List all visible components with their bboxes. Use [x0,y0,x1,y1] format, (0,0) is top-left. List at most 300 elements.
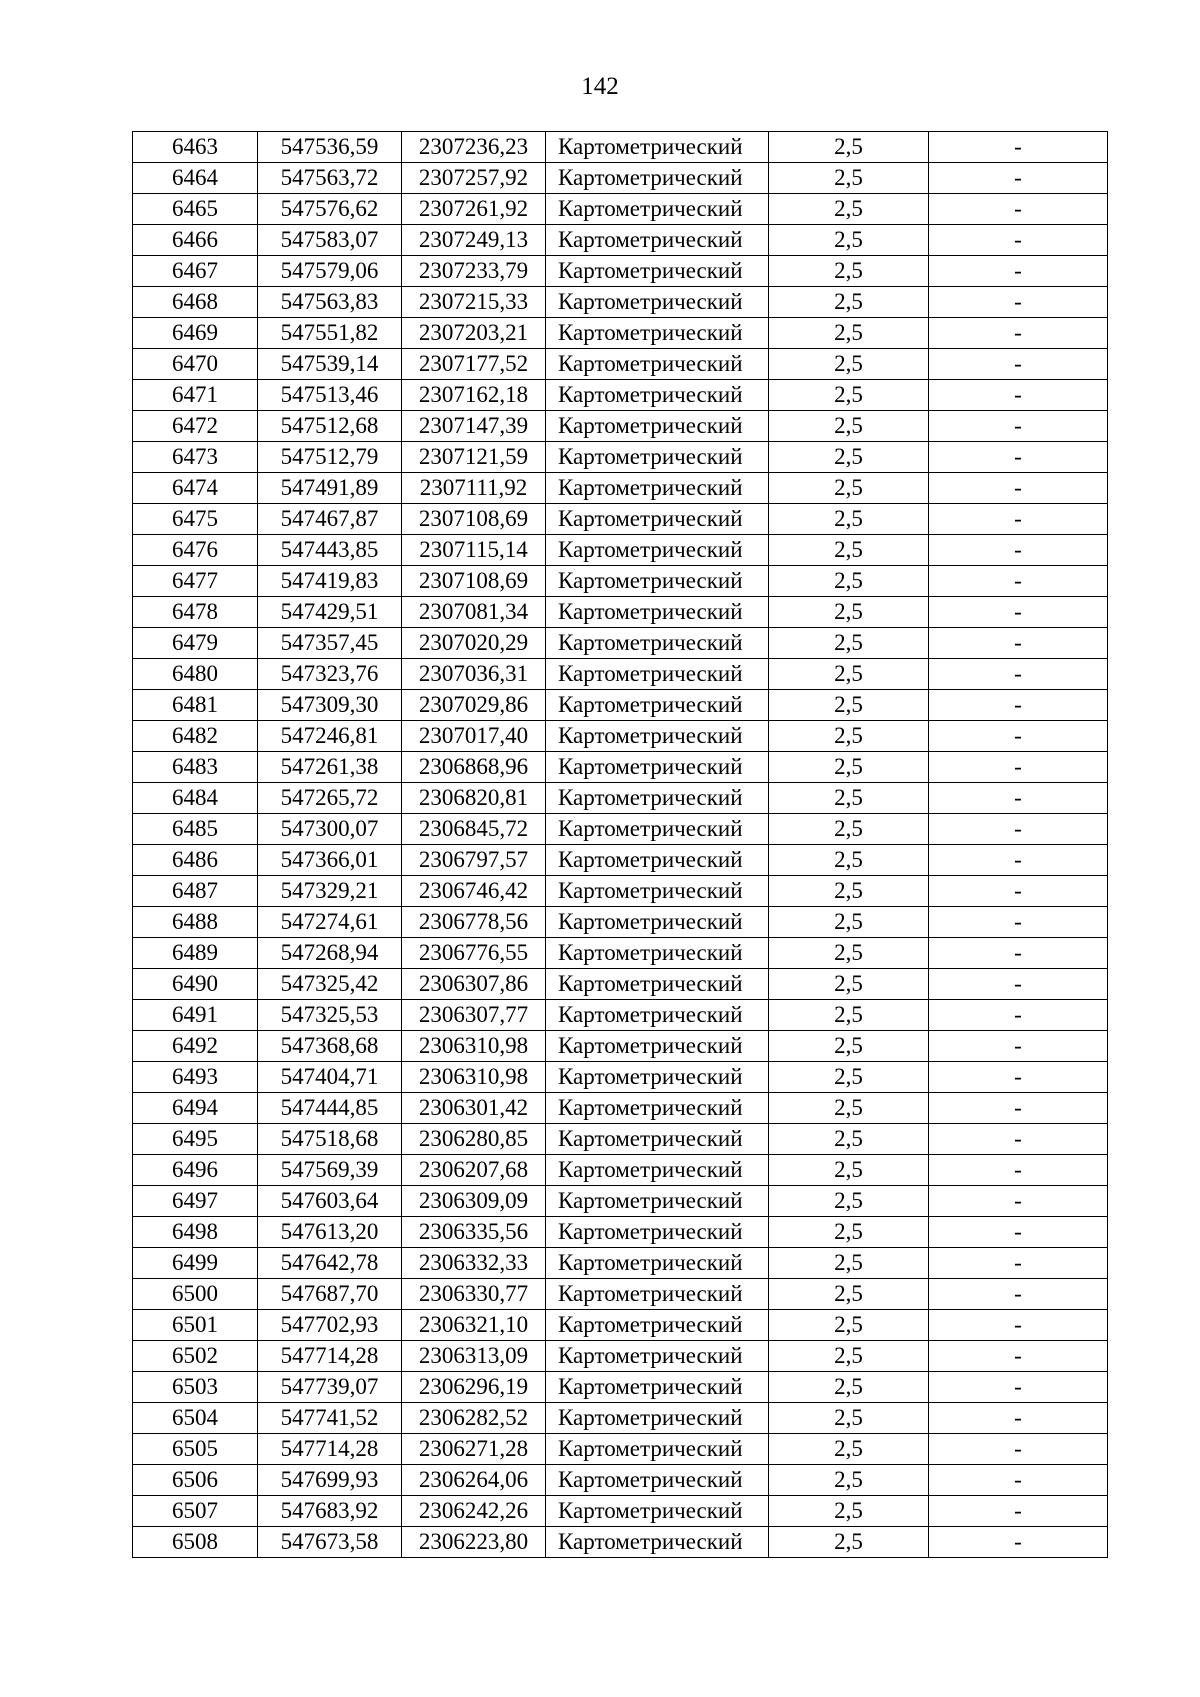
method-cell: Картометрический [546,938,769,969]
note-cell: - [929,597,1108,628]
table-row [133,1248,1108,1279]
table-row [133,876,1108,907]
method-cell: Картометрический [546,318,769,349]
point-number-cell: 6496 [133,1155,258,1186]
table-row [133,1496,1108,1527]
table-row [133,1341,1108,1372]
method-cell: Картометрический [546,659,769,690]
note-cell: - [929,349,1108,380]
y-coordinate-cell: 2306778,56 [402,907,546,938]
note-cell: - [929,1310,1108,1341]
x-coordinate-cell: 547739,07 [258,1372,402,1403]
accuracy-cell: 2,5 [769,1465,929,1496]
y-coordinate-cell: 2307108,69 [402,504,546,535]
note-cell: - [929,473,1108,504]
method-cell: Картометрический [546,442,769,473]
table-row [133,132,1108,163]
x-coordinate-cell: 547714,28 [258,1341,402,1372]
point-number-cell: 6506 [133,1465,258,1496]
note-cell: - [929,814,1108,845]
point-number-cell: 6466 [133,225,258,256]
note-cell: - [929,752,1108,783]
y-coordinate-cell: 2307115,14 [402,535,546,566]
point-number-cell: 6504 [133,1403,258,1434]
accuracy-cell: 2,5 [769,1310,929,1341]
y-coordinate-cell: 2307121,59 [402,442,546,473]
x-coordinate-cell: 547329,21 [258,876,402,907]
method-cell: Картометрический [546,535,769,566]
y-coordinate-cell: 2307017,40 [402,721,546,752]
accuracy-cell: 2,5 [769,1031,929,1062]
accuracy-cell: 2,5 [769,1155,929,1186]
y-coordinate-cell: 2306335,56 [402,1217,546,1248]
point-number-cell: 6482 [133,721,258,752]
note-cell: - [929,1124,1108,1155]
accuracy-cell: 2,5 [769,1434,929,1465]
table-row [133,907,1108,938]
y-coordinate-cell: 2306313,09 [402,1341,546,1372]
point-number-cell: 6497 [133,1186,258,1217]
x-coordinate-cell: 547429,51 [258,597,402,628]
y-coordinate-cell: 2306321,10 [402,1310,546,1341]
y-coordinate-cell: 2306332,33 [402,1248,546,1279]
accuracy-cell: 2,5 [769,1279,929,1310]
table-row [133,783,1108,814]
note-cell: - [929,194,1108,225]
table-row [133,1279,1108,1310]
point-number-cell: 6507 [133,1496,258,1527]
method-cell: Картометрический [546,287,769,318]
table-row [133,969,1108,1000]
table-row [133,1186,1108,1217]
x-coordinate-cell: 547563,72 [258,163,402,194]
note-cell: - [929,938,1108,969]
note-cell: - [929,163,1108,194]
accuracy-cell: 2,5 [769,1248,929,1279]
method-cell: Картометрический [546,1310,769,1341]
accuracy-cell: 2,5 [769,132,929,163]
accuracy-cell: 2,5 [769,1000,929,1031]
point-number-cell: 6486 [133,845,258,876]
y-coordinate-cell: 2306797,57 [402,845,546,876]
note-cell: - [929,411,1108,442]
note-cell: - [929,907,1108,938]
y-coordinate-cell: 2307147,39 [402,411,546,442]
note-cell: - [929,1434,1108,1465]
point-number-cell: 6505 [133,1434,258,1465]
y-coordinate-cell: 2307261,92 [402,194,546,225]
point-number-cell: 6487 [133,876,258,907]
method-cell: Картометрический [546,1186,769,1217]
accuracy-cell: 2,5 [769,194,929,225]
table-row [133,163,1108,194]
y-coordinate-cell: 2307081,34 [402,597,546,628]
x-coordinate-cell: 547613,20 [258,1217,402,1248]
point-number-cell: 6488 [133,907,258,938]
note-cell: - [929,380,1108,411]
method-cell: Картометрический [546,163,769,194]
table-row [133,256,1108,287]
point-number-cell: 6499 [133,1248,258,1279]
note-cell: - [929,225,1108,256]
point-number-cell: 6500 [133,1279,258,1310]
point-number-cell: 6465 [133,194,258,225]
y-coordinate-cell: 2306746,42 [402,876,546,907]
table-row [133,504,1108,535]
method-cell: Картометрический [546,256,769,287]
point-number-cell: 6489 [133,938,258,969]
table-row [133,380,1108,411]
point-number-cell: 6490 [133,969,258,1000]
table-row [133,1372,1108,1403]
method-cell: Картометрический [546,845,769,876]
note-cell: - [929,318,1108,349]
accuracy-cell: 2,5 [769,287,929,318]
method-cell: Картометрический [546,1155,769,1186]
point-number-cell: 6469 [133,318,258,349]
accuracy-cell: 2,5 [769,535,929,566]
y-coordinate-cell: 2306845,72 [402,814,546,845]
point-number-cell: 6479 [133,628,258,659]
x-coordinate-cell: 547513,46 [258,380,402,411]
y-coordinate-cell: 2307203,21 [402,318,546,349]
method-cell: Картометрический [546,969,769,1000]
method-cell: Картометрический [546,721,769,752]
note-cell: - [929,783,1108,814]
x-coordinate-cell: 547569,39 [258,1155,402,1186]
accuracy-cell: 2,5 [769,969,929,1000]
y-coordinate-cell: 2307233,79 [402,256,546,287]
accuracy-cell: 2,5 [769,876,929,907]
method-cell: Картометрический [546,1062,769,1093]
x-coordinate-cell: 547261,38 [258,752,402,783]
point-number-cell: 6493 [133,1062,258,1093]
accuracy-cell: 2,5 [769,1527,929,1558]
y-coordinate-cell: 2307108,69 [402,566,546,597]
method-cell: Картометрический [546,1217,769,1248]
y-coordinate-cell: 2306330,77 [402,1279,546,1310]
note-cell: - [929,1248,1108,1279]
method-cell: Картометрический [546,628,769,659]
y-coordinate-cell: 2307249,13 [402,225,546,256]
x-coordinate-cell: 547491,89 [258,473,402,504]
table-row [133,1000,1108,1031]
note-cell: - [929,969,1108,1000]
y-coordinate-cell: 2307111,92 [402,473,546,504]
accuracy-cell: 2,5 [769,1062,929,1093]
note-cell: - [929,628,1108,659]
point-number-cell: 6483 [133,752,258,783]
x-coordinate-cell: 547325,53 [258,1000,402,1031]
note-cell: - [929,1341,1108,1372]
y-coordinate-cell: 2306242,26 [402,1496,546,1527]
y-coordinate-cell: 2306307,77 [402,1000,546,1031]
point-number-cell: 6508 [133,1527,258,1558]
accuracy-cell: 2,5 [769,907,929,938]
accuracy-cell: 2,5 [769,349,929,380]
method-cell: Картометрический [546,690,769,721]
accuracy-cell: 2,5 [769,380,929,411]
point-number-cell: 6468 [133,287,258,318]
note-cell: - [929,1000,1108,1031]
method-cell: Картометрический [546,783,769,814]
table-row [133,690,1108,721]
note-cell: - [929,1527,1108,1558]
x-coordinate-cell: 547323,76 [258,659,402,690]
note-cell: - [929,876,1108,907]
method-cell: Картометрический [546,132,769,163]
y-coordinate-cell: 2306207,68 [402,1155,546,1186]
table-row [133,721,1108,752]
table-row [133,1093,1108,1124]
point-number-cell: 6470 [133,349,258,380]
table-row [133,628,1108,659]
method-cell: Картометрический [546,814,769,845]
note-cell: - [929,566,1108,597]
accuracy-cell: 2,5 [769,1217,929,1248]
method-cell: Картометрический [546,1527,769,1558]
note-cell: - [929,504,1108,535]
y-coordinate-cell: 2306280,85 [402,1124,546,1155]
x-coordinate-cell: 547246,81 [258,721,402,752]
table-row [133,938,1108,969]
accuracy-cell: 2,5 [769,1093,929,1124]
y-coordinate-cell: 2306820,81 [402,783,546,814]
accuracy-cell: 2,5 [769,163,929,194]
note-cell: - [929,1403,1108,1434]
x-coordinate-cell: 547309,30 [258,690,402,721]
accuracy-cell: 2,5 [769,1372,929,1403]
point-number-cell: 6485 [133,814,258,845]
y-coordinate-cell: 2306282,52 [402,1403,546,1434]
accuracy-cell: 2,5 [769,814,929,845]
accuracy-cell: 2,5 [769,1496,929,1527]
table-row [133,287,1108,318]
method-cell: Картометрический [546,194,769,225]
x-coordinate-cell: 547579,06 [258,256,402,287]
accuracy-cell: 2,5 [769,1186,929,1217]
x-coordinate-cell: 547444,85 [258,1093,402,1124]
accuracy-cell: 2,5 [769,225,929,256]
x-coordinate-cell: 547366,01 [258,845,402,876]
point-number-cell: 6491 [133,1000,258,1031]
point-number-cell: 6492 [133,1031,258,1062]
method-cell: Картометрический [546,752,769,783]
note-cell: - [929,1217,1108,1248]
method-cell: Картометрический [546,1124,769,1155]
point-number-cell: 6501 [133,1310,258,1341]
x-coordinate-cell: 547404,71 [258,1062,402,1093]
method-cell: Картометрический [546,225,769,256]
x-coordinate-cell: 547563,83 [258,287,402,318]
table-row [133,1310,1108,1341]
x-coordinate-cell: 547741,52 [258,1403,402,1434]
y-coordinate-cell: 2306309,09 [402,1186,546,1217]
accuracy-cell: 2,5 [769,504,929,535]
accuracy-cell: 2,5 [769,442,929,473]
y-coordinate-cell: 2306264,06 [402,1465,546,1496]
table-row [133,442,1108,473]
point-number-cell: 6502 [133,1341,258,1372]
note-cell: - [929,287,1108,318]
table-row [133,535,1108,566]
note-cell: - [929,1155,1108,1186]
method-cell: Картометрический [546,1403,769,1434]
method-cell: Картометрический [546,1031,769,1062]
x-coordinate-cell: 547576,62 [258,194,402,225]
x-coordinate-cell: 547265,72 [258,783,402,814]
table-row [133,194,1108,225]
accuracy-cell: 2,5 [769,1341,929,1372]
x-coordinate-cell: 547699,93 [258,1465,402,1496]
y-coordinate-cell: 2306301,42 [402,1093,546,1124]
method-cell: Картометрический [546,1434,769,1465]
table-row [133,1062,1108,1093]
accuracy-cell: 2,5 [769,473,929,504]
note-cell: - [929,535,1108,566]
x-coordinate-cell: 547683,92 [258,1496,402,1527]
note-cell: - [929,659,1108,690]
table-row [133,1155,1108,1186]
method-cell: Картометрический [546,380,769,411]
x-coordinate-cell: 547368,68 [258,1031,402,1062]
coordinates-table [132,131,1108,1558]
method-cell: Картометрический [546,1279,769,1310]
note-cell: - [929,132,1108,163]
accuracy-cell: 2,5 [769,783,929,814]
method-cell: Картометрический [546,411,769,442]
table-row [133,1217,1108,1248]
table-row [133,225,1108,256]
method-cell: Картометрический [546,566,769,597]
accuracy-cell: 2,5 [769,318,929,349]
point-number-cell: 6467 [133,256,258,287]
point-number-cell: 6463 [133,132,258,163]
accuracy-cell: 2,5 [769,1124,929,1155]
point-number-cell: 6464 [133,163,258,194]
coordinates-table-body [133,132,1108,1558]
x-coordinate-cell: 547603,64 [258,1186,402,1217]
note-cell: - [929,1465,1108,1496]
x-coordinate-cell: 547512,79 [258,442,402,473]
table-row [133,566,1108,597]
note-cell: - [929,1372,1108,1403]
method-cell: Картометрический [546,1093,769,1124]
note-cell: - [929,1062,1108,1093]
table-row [133,814,1108,845]
x-coordinate-cell: 547300,07 [258,814,402,845]
note-cell: - [929,1186,1108,1217]
table-row [133,1403,1108,1434]
y-coordinate-cell: 2306310,98 [402,1062,546,1093]
point-number-cell: 6480 [133,659,258,690]
x-coordinate-cell: 547702,93 [258,1310,402,1341]
x-coordinate-cell: 547714,28 [258,1434,402,1465]
x-coordinate-cell: 547467,87 [258,504,402,535]
y-coordinate-cell: 2306296,19 [402,1372,546,1403]
note-cell: - [929,1031,1108,1062]
note-cell: - [929,721,1108,752]
accuracy-cell: 2,5 [769,1403,929,1434]
y-coordinate-cell: 2307215,33 [402,287,546,318]
point-number-cell: 6498 [133,1217,258,1248]
point-number-cell: 6474 [133,473,258,504]
note-cell: - [929,442,1108,473]
x-coordinate-cell: 547536,59 [258,132,402,163]
note-cell: - [929,845,1108,876]
y-coordinate-cell: 2306310,98 [402,1031,546,1062]
accuracy-cell: 2,5 [769,752,929,783]
y-coordinate-cell: 2307257,92 [402,163,546,194]
accuracy-cell: 2,5 [769,845,929,876]
table-row [133,318,1108,349]
method-cell: Картометрический [546,1372,769,1403]
point-number-cell: 6472 [133,411,258,442]
point-number-cell: 6478 [133,597,258,628]
y-coordinate-cell: 2306868,96 [402,752,546,783]
method-cell: Картометрический [546,349,769,380]
point-number-cell: 6476 [133,535,258,566]
table-row [133,752,1108,783]
method-cell: Картометрический [546,876,769,907]
point-number-cell: 6503 [133,1372,258,1403]
x-coordinate-cell: 547357,45 [258,628,402,659]
note-cell: - [929,1279,1108,1310]
method-cell: Картометрический [546,504,769,535]
note-cell: - [929,690,1108,721]
y-coordinate-cell: 2307236,23 [402,132,546,163]
y-coordinate-cell: 2307020,29 [402,628,546,659]
note-cell: - [929,1093,1108,1124]
x-coordinate-cell: 547325,42 [258,969,402,1000]
x-coordinate-cell: 547687,70 [258,1279,402,1310]
x-coordinate-cell: 547419,83 [258,566,402,597]
accuracy-cell: 2,5 [769,721,929,752]
x-coordinate-cell: 547539,14 [258,349,402,380]
y-coordinate-cell: 2306223,80 [402,1527,546,1558]
method-cell: Картометрический [546,907,769,938]
accuracy-cell: 2,5 [769,690,929,721]
method-cell: Картометрический [546,1465,769,1496]
table-row [133,1124,1108,1155]
accuracy-cell: 2,5 [769,256,929,287]
x-coordinate-cell: 547443,85 [258,535,402,566]
table-row [133,473,1108,504]
method-cell: Картометрический [546,1000,769,1031]
x-coordinate-cell: 547583,07 [258,225,402,256]
accuracy-cell: 2,5 [769,566,929,597]
y-coordinate-cell: 2307029,86 [402,690,546,721]
point-number-cell: 6481 [133,690,258,721]
y-coordinate-cell: 2306776,55 [402,938,546,969]
table-row [133,411,1108,442]
point-number-cell: 6471 [133,380,258,411]
table-row [133,845,1108,876]
y-coordinate-cell: 2306307,86 [402,969,546,1000]
method-cell: Картометрический [546,473,769,504]
page-number: 142 [581,73,619,100]
method-cell: Картометрический [546,597,769,628]
x-coordinate-cell: 547642,78 [258,1248,402,1279]
table-row [133,597,1108,628]
point-number-cell: 6475 [133,504,258,535]
note-cell: - [929,256,1108,287]
table-row [133,1031,1108,1062]
accuracy-cell: 2,5 [769,411,929,442]
y-coordinate-cell: 2307162,18 [402,380,546,411]
table-row [133,1527,1108,1558]
table-row [133,349,1108,380]
